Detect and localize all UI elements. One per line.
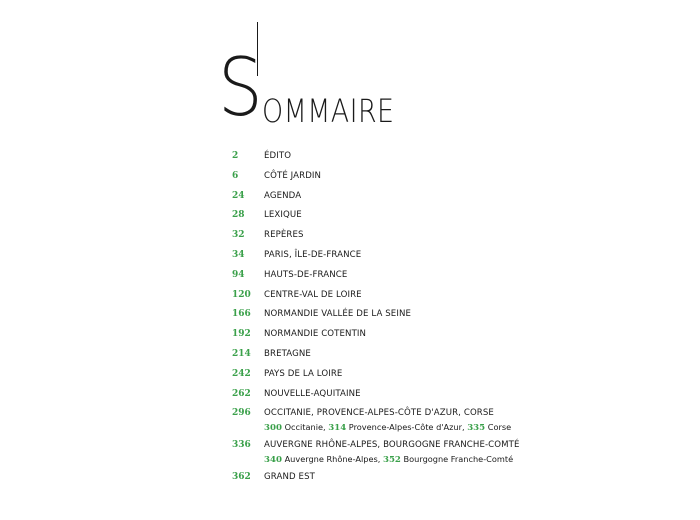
- toc-sub-page-number: 314: [328, 423, 347, 434]
- toc-entry[interactable]: [232, 171, 672, 186]
- toc-label: ÉDITO: [264, 151, 292, 161]
- toc-row: [232, 472, 672, 487]
- toc-page-number: 32: [232, 230, 245, 241]
- toc-page-number: 296: [232, 408, 251, 419]
- toc-sub-page-number: 300: [264, 423, 282, 434]
- toc-row: [232, 309, 672, 324]
- toc-entry[interactable]: [232, 250, 672, 265]
- toc-row: [232, 210, 672, 225]
- page-title: [218, 22, 478, 132]
- toc-label: OCCITANIE, PROVENCE-ALPES-CÔTE D'AZUR, CORSE: [264, 408, 494, 419]
- toc-entry[interactable]: [232, 151, 672, 166]
- toc-row: [232, 270, 672, 285]
- toc-entry[interactable]: [232, 270, 672, 285]
- toc-subentries: [232, 422, 672, 435]
- toc-page-number: 34: [232, 249, 245, 260]
- toc-sub-label: Corse: [487, 422, 512, 433]
- toc-entry[interactable]: [232, 329, 672, 344]
- toc-sub-label: Auvergne Rhône-Alpes,: [284, 453, 381, 464]
- toc-label: BRETAGNE: [264, 348, 311, 359]
- toc-page-number: 166: [232, 309, 251, 320]
- toc-page-number: 2: [232, 151, 239, 161]
- toc-entry[interactable]: [232, 210, 672, 225]
- toc-label: PAYS DE LA LOIRE: [264, 368, 343, 379]
- title-initial: S: [218, 41, 263, 134]
- toc-sub-page-number: 335: [467, 423, 486, 434]
- toc-sub-label: Occitanie,: [284, 422, 326, 433]
- toc-entry[interactable]: [232, 230, 672, 245]
- toc-label: LEXIQUE: [264, 210, 302, 221]
- toc-label: PARIS, ÎLE-DE-FRANCE: [264, 249, 362, 260]
- toc-row: [232, 329, 672, 344]
- toc-sub-page-number: 340: [264, 454, 282, 465]
- table-of-contents: [232, 151, 672, 492]
- toc-label: CÔTÉ JARDIN: [264, 170, 322, 181]
- toc-entry[interactable]: [232, 191, 672, 206]
- toc-row: [232, 369, 672, 384]
- toc-row: [232, 349, 672, 364]
- toc-label: AGENDA: [264, 190, 302, 201]
- toc-page-number: 6: [232, 170, 239, 181]
- toc-sub-label: Bourgogne Franche-Comté: [403, 453, 514, 464]
- toc-row: [232, 389, 672, 404]
- toc-entry[interactable]: [232, 309, 672, 324]
- title-rest: OMMAIRE: [262, 92, 395, 130]
- toc-entry[interactable]: [232, 349, 672, 364]
- toc-page-number: 120: [232, 289, 251, 300]
- toc-label: GRAND EST: [264, 471, 315, 482]
- toc-entry[interactable]: [232, 472, 672, 487]
- toc-page-number: 214: [232, 348, 251, 359]
- toc-page-number: 28: [232, 210, 245, 221]
- toc-row: [232, 250, 672, 265]
- toc-entry[interactable]: [232, 389, 672, 404]
- toc-row: [232, 230, 672, 245]
- toc-row: [232, 408, 672, 423]
- toc-page-number: 192: [232, 329, 251, 340]
- toc-entry[interactable]: [232, 440, 672, 467]
- toc-entry[interactable]: [232, 290, 672, 305]
- toc-label: REPÈRES: [264, 230, 304, 241]
- toc-label: NORMANDIE COTENTIN: [264, 329, 367, 340]
- toc-page-number: 336: [232, 440, 251, 451]
- toc-row: [232, 151, 672, 166]
- toc-page-number: 262: [232, 388, 251, 399]
- toc-label: NOUVELLE-AQUITAINE: [264, 388, 361, 399]
- toc-page-number: 24: [232, 190, 245, 201]
- toc-page-number: 242: [232, 368, 251, 379]
- toc-label: HAUTS-DE-FRANCE: [264, 269, 348, 280]
- toc-page-number: 94: [232, 269, 245, 280]
- toc-label: NORMANDIE VALLÉE DE LA SEINE: [264, 309, 412, 320]
- toc-entry[interactable]: [232, 369, 672, 384]
- toc-label: AUVERGNE RHÔNE-ALPES, BOURGOGNE FRANCHE-COMTÉ: [264, 440, 520, 451]
- toc-sub-label: Provence-Alpes-Côte d'Azur,: [348, 422, 465, 433]
- toc-row: [232, 191, 672, 206]
- toc-row: [232, 171, 672, 186]
- toc-row: [232, 440, 672, 455]
- toc-row: [232, 290, 672, 305]
- toc-subentries: [232, 454, 672, 467]
- toc-label: CENTRE-VAL DE LOIRE: [264, 289, 362, 300]
- toc-sub-page-number: 352: [382, 454, 401, 465]
- toc-entry[interactable]: [232, 408, 672, 435]
- toc-page-number: 362: [232, 471, 251, 482]
